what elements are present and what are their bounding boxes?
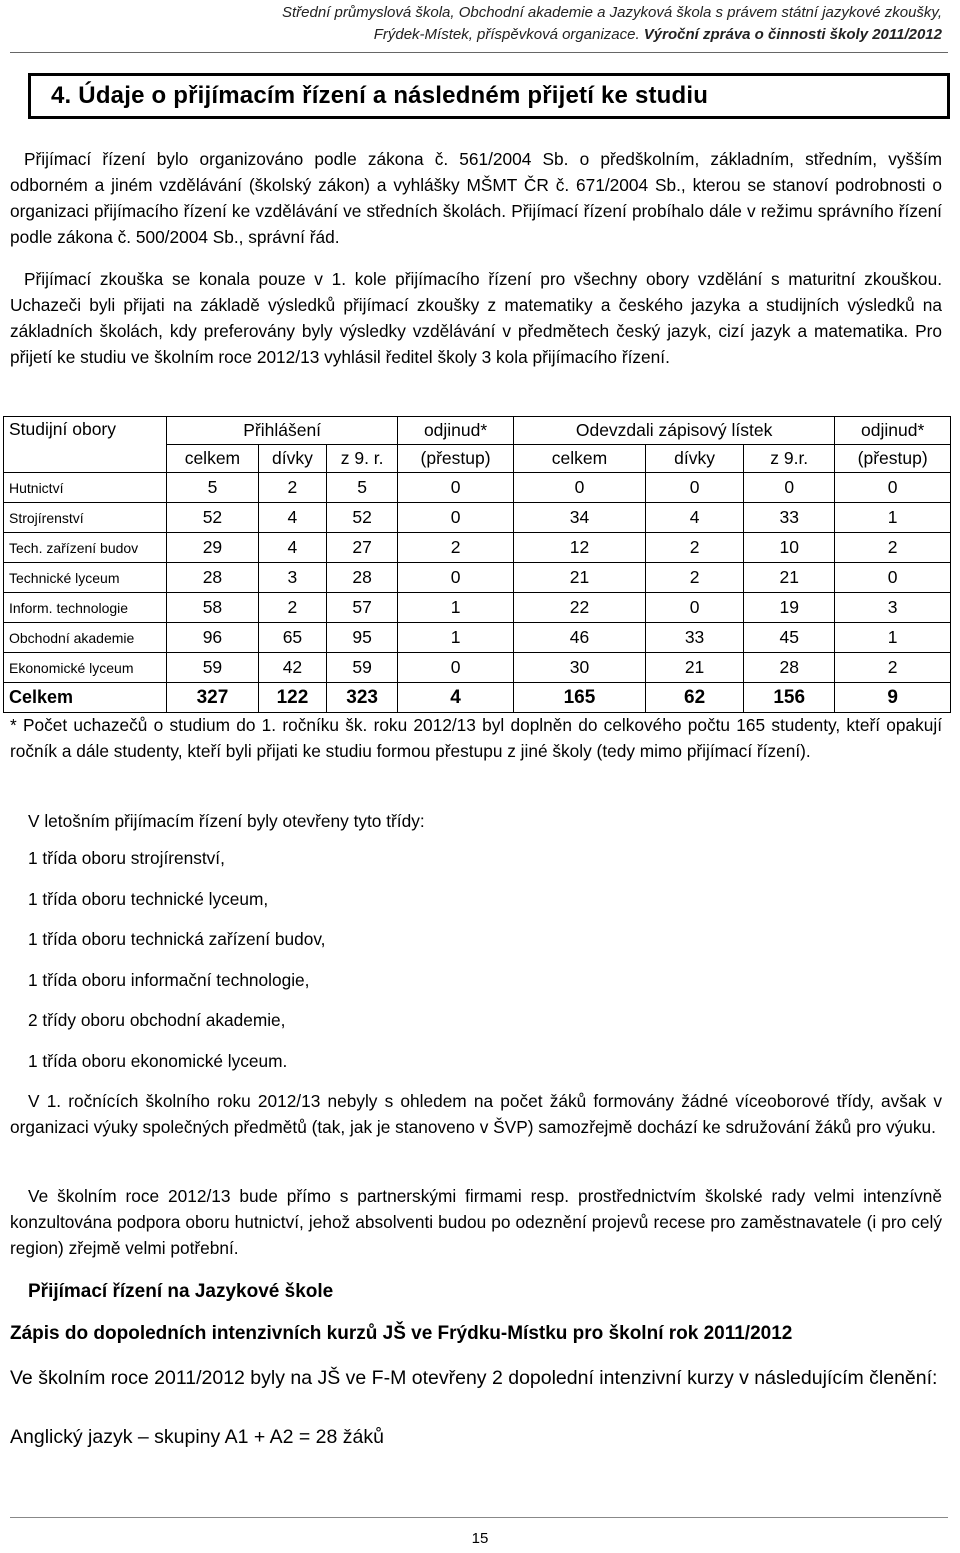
cell: 28 xyxy=(326,563,397,593)
cell: 2 xyxy=(835,653,951,683)
cell: 2 xyxy=(398,533,514,563)
cell: 2 xyxy=(258,593,326,623)
footnote xyxy=(10,712,942,764)
paragraph-mixed-classes xyxy=(10,1088,942,1140)
cell: 28 xyxy=(167,563,259,593)
cell: 46 xyxy=(513,623,645,653)
cell: 0 xyxy=(744,473,835,503)
paragraph-mixed-classes-text: V 1. ročnících školního roku 2012/13 nebyly s ohledem na počet žáků formovány žádné víceoborové třídy, avšak v organizaci výuky společných předmětů (tak, jak je stanoveno v ŠVP) samozřejmě dochází ke sdružování žáků pro výuku. xyxy=(10,1091,942,1137)
cell: 10 xyxy=(744,533,835,563)
cell: 19 xyxy=(744,593,835,623)
cell: 30 xyxy=(513,653,645,683)
row-label: Obchodní akademie xyxy=(4,623,167,653)
cell: 58 xyxy=(167,593,259,623)
cell: 59 xyxy=(167,653,259,683)
paragraph-hutnictvi-text: Ve školním roce 2012/13 bude přímo s partnerskými firmami resp. prostřednictvím školské rady velmi intenzívně konzultována podpora oboru hutnictví, jehož absolventi budou po odeznění projevů recese pro zaměstnavatele (i pro celý region) zřejmě velmi potřební. xyxy=(10,1186,942,1258)
cell: 0 xyxy=(646,473,744,503)
table-row xyxy=(4,473,951,503)
heading-language-school: Přijímací řízení na Jazykové škole xyxy=(28,1281,334,1302)
total-label: Celkem xyxy=(4,683,167,713)
section-title-box xyxy=(28,73,950,119)
sub-header-prestup-2: (přestup) xyxy=(835,445,951,473)
cell: 1 xyxy=(398,623,514,653)
cell: 65 xyxy=(258,623,326,653)
cell: 34 xyxy=(513,503,645,533)
cell: 1 xyxy=(835,503,951,533)
cell: 33 xyxy=(646,623,744,653)
col-header-odjinud-2: odjinud* xyxy=(835,417,951,445)
col-header-obory: Studijní obory xyxy=(4,417,167,473)
cell: 33 xyxy=(744,503,835,533)
cell: 5 xyxy=(326,473,397,503)
total-cell: 323 xyxy=(326,683,397,713)
sub-header-z9r-1: z 9. r. xyxy=(326,445,397,473)
cell: 22 xyxy=(513,593,645,623)
cell: 1 xyxy=(398,593,514,623)
header-org: Frýdek-Místek, příspěvková organizace. xyxy=(373,26,640,43)
cell: 27 xyxy=(326,533,397,563)
row-label: Technické lyceum xyxy=(4,563,167,593)
row-label: Inform. technologie xyxy=(4,593,167,623)
page-header xyxy=(282,2,942,46)
cell: 0 xyxy=(398,503,514,533)
total-cell: 122 xyxy=(258,683,326,713)
header-line-1: Střední průmyslová škola, Obchodní akademie a Jazyková škola s právem státní jazykové zkoušky, xyxy=(281,4,942,21)
table-row xyxy=(4,533,951,563)
table-total-row xyxy=(4,683,951,713)
sub-header-prestup-1: (přestup) xyxy=(398,445,514,473)
table-row xyxy=(4,623,951,653)
cell: 45 xyxy=(744,623,835,653)
footer-divider xyxy=(10,1517,948,1518)
sub-header-divky-1: dívky xyxy=(258,445,326,473)
intro-paragraph-1 xyxy=(10,146,942,250)
table-row xyxy=(4,593,951,623)
total-cell: 165 xyxy=(513,683,645,713)
cell: 21 xyxy=(513,563,645,593)
classes-list xyxy=(28,838,325,1081)
english-groups-line: Anglický jazyk – skupiny A1 + A2 = 28 žáků xyxy=(10,1426,384,1448)
row-label: Tech. zařízení budov xyxy=(4,533,167,563)
cell: 2 xyxy=(258,473,326,503)
cell: 42 xyxy=(258,653,326,683)
cell: 59 xyxy=(326,653,397,683)
section-title: 4. Údaje o přijímacím řízení a následném přijetí ke studiu xyxy=(51,82,709,109)
cell: 4 xyxy=(258,503,326,533)
sub-header-z9r-2: z 9.r. xyxy=(744,445,835,473)
sub-header-celkem-1: celkem xyxy=(167,445,259,473)
table-row xyxy=(4,653,951,683)
cell: 0 xyxy=(835,473,951,503)
list-item: 1 třída oboru technická zařízení budov, xyxy=(28,929,326,949)
intro-text-2: Přijímací zkouška se konala pouze v 1. kole přijímacího řízení pro všechny obory vzdělání s maturitní zkouškou. Uchazeči byli přijati na základě výsledků přijímací zkoušky z matematiky a českého jazyka a studijních výsledků na základních školách, kdy preferovány byly výsledky vzdělávání v předmětech český jazyk, cizí jazyk a matematika. Pro přijetí ke studiu ve školním roce 2012/13 vyhlásil ředitel školy 3 kola přijímacího řízení. xyxy=(10,269,942,367)
cell: 4 xyxy=(258,533,326,563)
total-cell: 62 xyxy=(646,683,744,713)
cell: 28 xyxy=(744,653,835,683)
classes-intro-text: V letošním přijímacím řízení byly otevřeny tyto třídy: xyxy=(28,811,425,831)
col-header-odjinud-1: odjinud* xyxy=(398,417,514,445)
intro-text-1: Přijímací řízení bylo organizováno podle zákona č. 561/2004 Sb. o předškolním, základním, středním, vyšším odborném a jiném vzdělávání (školský zákon) a vyhlášky MŠMT ČR č. 671/2004 Sb., kterou se stanoví podrobnosti o organizaci přijímacího řízení ke vzdělávání ve středních školách. Přijímací řízení probíhalo dále v režimu správního řízení podle zákona č. 500/2004 Sb., správní řád. xyxy=(10,149,942,247)
cell: 29 xyxy=(167,533,259,563)
list-item: 1 třída oboru strojírenství, xyxy=(28,848,225,868)
cell: 0 xyxy=(835,563,951,593)
cell: 5 xyxy=(167,473,259,503)
cell: 0 xyxy=(398,653,514,683)
row-label: Ekonomické lyceum xyxy=(4,653,167,683)
cell: 12 xyxy=(513,533,645,563)
table-row xyxy=(4,563,951,593)
col-header-zapisovy: Odevzdali zápisový lístek xyxy=(513,417,834,445)
page-number: 15 xyxy=(471,1530,489,1547)
cell: 4 xyxy=(646,503,744,533)
intro-paragraph-2 xyxy=(10,266,942,370)
cell: 52 xyxy=(167,503,259,533)
cell: 96 xyxy=(167,623,259,653)
col-header-prihlaseni: Přihlášení xyxy=(167,417,398,445)
cell: 2 xyxy=(646,533,744,563)
footnote-text: * Počet uchazečů o studium do 1. ročníku šk. roku 2012/13 byl doplněn do celkového počtu 165 studenty, kteří opakují ročník a dále studenty, kteří byli přijati ke studiu formou přestupu z jiné školy (tedy mimo přijímací řízení). xyxy=(10,715,942,761)
cell: 2 xyxy=(835,533,951,563)
cell: 95 xyxy=(326,623,397,653)
classes-intro xyxy=(28,808,928,834)
cell: 0 xyxy=(398,563,514,593)
row-label: Hutnictví xyxy=(4,473,167,503)
paragraph-language-school-text: Ve školním roce 2011/2012 byly na JŠ ve F-M otevřeny 2 dopolední intenzivní kurzy v následujícím členění: xyxy=(10,1367,938,1389)
total-cell: 327 xyxy=(167,683,259,713)
cell: 2 xyxy=(646,563,744,593)
cell: 21 xyxy=(744,563,835,593)
total-cell: 9 xyxy=(835,683,951,713)
row-label: Strojírenství xyxy=(4,503,167,533)
header-divider xyxy=(10,52,948,53)
list-item: 1 třída oboru ekonomické lyceum. xyxy=(28,1050,288,1071)
table-row xyxy=(4,503,951,533)
heading-enrollment: Zápis do dopoledních intenzivních kurzů JŠ ve Frýdku-Místku pro školní rok 2011/2012 xyxy=(10,1323,793,1344)
list-item: 2 třídy oboru obchodní akademie, xyxy=(28,1010,286,1030)
sub-header-divky-2: dívky xyxy=(646,445,744,473)
header-line-2 xyxy=(282,24,942,46)
cell: 21 xyxy=(646,653,744,683)
table-header-row-1 xyxy=(4,417,951,445)
cell: 52 xyxy=(326,503,397,533)
admissions-table xyxy=(3,416,951,713)
cell: 0 xyxy=(646,593,744,623)
paragraph-hutnictvi xyxy=(10,1183,942,1261)
cell: 1 xyxy=(835,623,951,653)
list-item: 1 třída oboru technické lyceum, xyxy=(28,888,269,909)
cell: 3 xyxy=(835,593,951,623)
header-report-title: Výroční zpráva o činnosti školy 2011/2012 xyxy=(643,26,942,43)
cell: 0 xyxy=(398,473,514,503)
cell: 57 xyxy=(326,593,397,623)
paragraph-language-school xyxy=(10,1364,942,1392)
list-item: 1 třída oboru informační technologie, xyxy=(28,969,310,990)
sub-header-celkem-2: celkem xyxy=(513,445,645,473)
total-cell: 156 xyxy=(744,683,835,713)
total-cell: 4 xyxy=(398,683,514,713)
cell: 0 xyxy=(513,473,645,503)
cell: 3 xyxy=(258,563,326,593)
